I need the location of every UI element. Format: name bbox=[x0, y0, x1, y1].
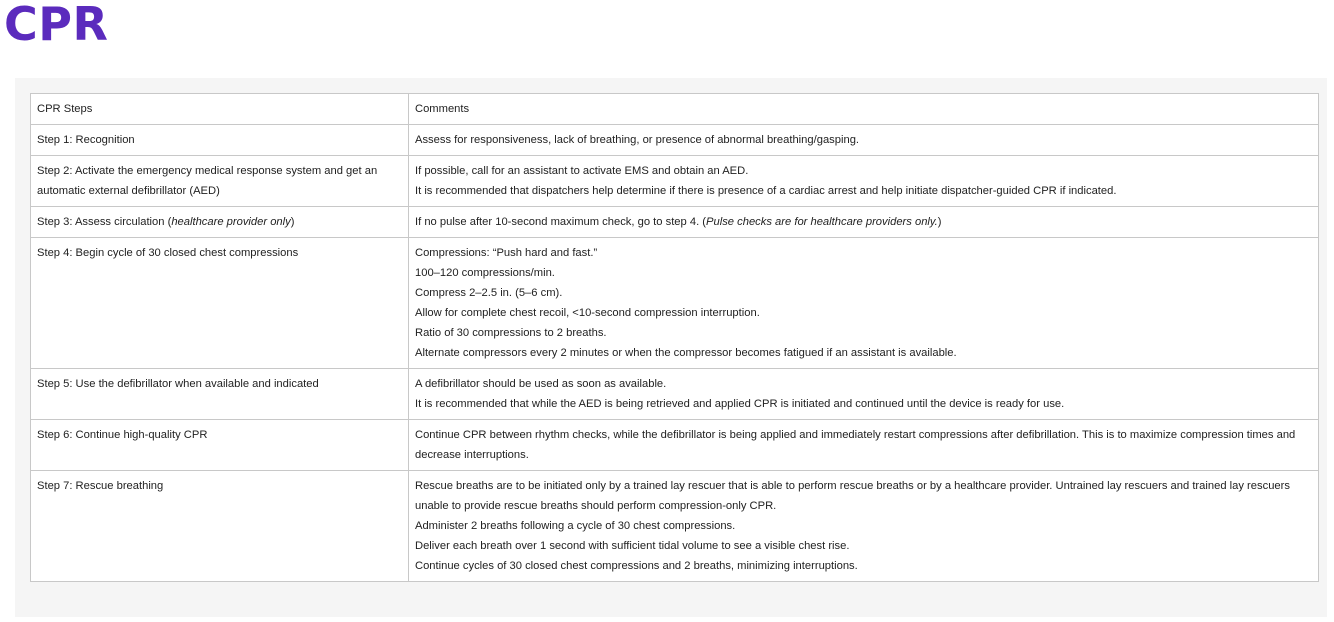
table-row bbox=[31, 369, 1319, 420]
comments-cell bbox=[409, 238, 1319, 369]
step-cell: Step 1: Recognition bbox=[31, 125, 409, 156]
table-header-row bbox=[31, 94, 1319, 125]
step-cell: Step 2: Activate the emergency medical response system and get an automatic external defibrillator (AED) bbox=[31, 156, 409, 207]
comment-line: 100–120 compressions/min. bbox=[415, 267, 555, 279]
comments-cell bbox=[409, 420, 1319, 471]
cpr-steps-table bbox=[30, 93, 1319, 582]
column-header-comments: Comments bbox=[409, 94, 1319, 125]
comment-line: Compress 2–2.5 in. (5–6 cm). bbox=[415, 287, 563, 299]
comment-line: Administer 2 breaths following a cycle of 30 chest compressions. bbox=[415, 520, 736, 532]
table-row bbox=[31, 420, 1319, 471]
comment-line: Compressions: “Push hard and fast.” bbox=[415, 247, 598, 259]
table-row bbox=[31, 207, 1319, 238]
step-cell: Step 5: Use the defibrillator when available and indicated bbox=[31, 369, 409, 420]
comments-cell bbox=[409, 125, 1319, 156]
table-row bbox=[31, 125, 1319, 156]
comment-line: It is recommended that while the AED is being retrieved and applied CPR is initiated and continued until the device is ready for use. bbox=[415, 398, 1065, 410]
step-cell bbox=[31, 207, 409, 238]
step-cell: Step 4: Begin cycle of 30 closed chest compressions bbox=[31, 238, 409, 369]
table-panel bbox=[15, 78, 1327, 617]
step-text-end: ) bbox=[290, 216, 295, 228]
comments-cell bbox=[409, 207, 1319, 238]
step-cell: Step 6: Continue high-quality CPR bbox=[31, 420, 409, 471]
comments-cell bbox=[409, 471, 1319, 582]
table-row bbox=[31, 156, 1319, 207]
comment-line: Ratio of 30 compressions to 2 breaths. bbox=[415, 327, 607, 339]
comment-text: If no pulse after 10-second maximum check, go to step 4. ( bbox=[415, 216, 707, 228]
step-cell: Step 7: Rescue breathing bbox=[31, 471, 409, 582]
column-header-steps: CPR Steps bbox=[31, 94, 409, 125]
comment-line: Alternate compressors every 2 minutes or when the compressor becomes fatigued if an assistant is available. bbox=[415, 347, 957, 359]
comment-line: Continue CPR between rhythm checks, while the defibrillator is being applied and immediately restart compressions after defibrillation. This is to maximize compression times and decrease interruptions. bbox=[415, 429, 1296, 461]
comment-text-end: ) bbox=[937, 216, 942, 228]
comment-line: Deliver each breath over 1 second with sufficient tidal volume to see a visible chest rise. bbox=[415, 540, 850, 552]
comment-line: A defibrillator should be used as soon as available. bbox=[415, 378, 667, 390]
comment-line: Assess for responsiveness, lack of breathing, or presence of abnormal breathing/gasping. bbox=[415, 134, 860, 146]
table-row bbox=[31, 471, 1319, 582]
comment-line: Allow for complete chest recoil, <10-second compression interruption. bbox=[415, 307, 760, 319]
step-text: Step 3: Assess circulation ( bbox=[37, 216, 172, 228]
comment-line: Rescue breaths are to be initiated only by a trained lay rescuer that is able to perform rescue breaths or by a healthcare provider. Untrained lay rescuers and trained lay rescuers unable to provide rescue breaths should perform compression-only CPR. bbox=[415, 480, 1290, 512]
comment-emphasis: Pulse checks are for healthcare providers only. bbox=[706, 216, 938, 228]
page-title: CPR bbox=[4, 0, 109, 51]
comments-cell bbox=[409, 369, 1319, 420]
comment-line: If possible, call for an assistant to activate EMS and obtain an AED. bbox=[415, 165, 749, 177]
comments-cell bbox=[409, 156, 1319, 207]
comment-line: It is recommended that dispatchers help determine if there is presence of a cardiac arrest and help initiate dispatcher-guided CPR if indicated. bbox=[415, 185, 1117, 197]
comment-line: Continue cycles of 30 closed chest compressions and 2 breaths, minimizing interruptions. bbox=[415, 560, 858, 572]
table-row bbox=[31, 238, 1319, 369]
step-emphasis: healthcare provider only bbox=[171, 216, 291, 228]
